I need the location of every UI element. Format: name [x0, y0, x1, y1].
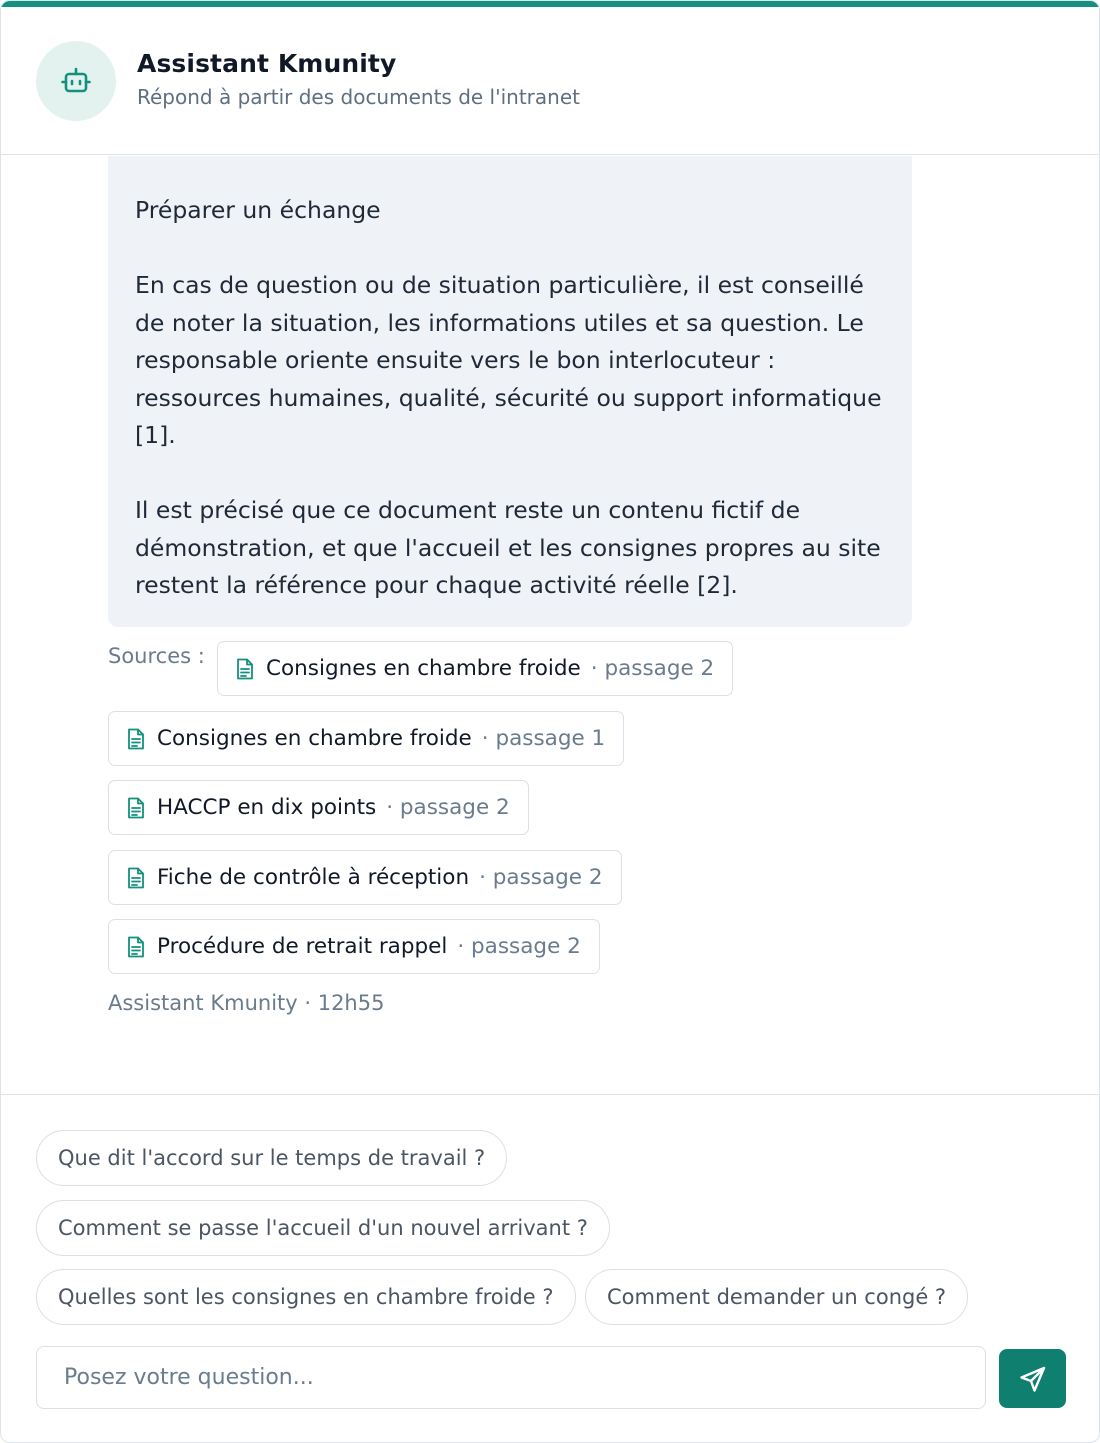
source-chip[interactable] — [108, 919, 600, 974]
assistant-message-bubble — [108, 156, 912, 627]
document-icon — [127, 728, 145, 750]
document-icon — [127, 797, 145, 819]
source-title: Procédure de retrait rappel — [157, 934, 448, 959]
document-icon — [236, 658, 254, 680]
source-title: Fiche de contrôle à réception — [157, 865, 470, 890]
assistant-subtitle: Répond à partir des documents de l'intranet — [137, 85, 580, 109]
source-passage: · passage 2 — [386, 795, 510, 820]
source-title: Consignes en chambre froide — [266, 656, 581, 681]
document-icon — [127, 936, 145, 958]
suggestion-chip[interactable]: Quelles sont les consignes en chambre froide ? — [36, 1269, 576, 1325]
source-passage: · passage 2 — [479, 865, 603, 890]
chat-header — [1, 7, 1099, 155]
source-passage: · passage 2 — [590, 656, 715, 681]
composer-area — [1, 1094, 1099, 1442]
source-title: HACCP en dix points — [157, 795, 377, 820]
suggestion-chip[interactable]: Comment demander un congé ? — [585, 1269, 968, 1325]
source-title: Consignes en chambre froide — [157, 726, 472, 751]
source-chip[interactable] — [217, 641, 733, 696]
source-chip[interactable] — [108, 711, 624, 766]
source-passage: · passage 2 — [457, 934, 581, 959]
sources-label: Sources : — [108, 644, 205, 668]
robot-icon — [61, 67, 91, 95]
source-chip[interactable] — [108, 780, 529, 835]
message-heading: Préparer un échange — [135, 196, 381, 224]
send-button[interactable] — [999, 1349, 1066, 1408]
question-input[interactable] — [36, 1346, 986, 1409]
message-meta: Assistant Kmunity · 12h55 — [108, 991, 385, 1015]
suggestion-chip[interactable]: Que dit l'accord sur le temps de travail ? — [36, 1130, 507, 1186]
message-paragraph: En cas de question ou de situation particulière, il est conseillé de noter la situation, les informations utiles et sa question. Le responsable oriente ensuite vers le bon interlocuteur : ressources humaines, qualité, sécurité ou support informatique [1]. — [135, 271, 882, 449]
source-passage: · passage 1 — [481, 726, 606, 751]
message-list[interactable] — [1, 156, 1099, 1094]
source-chip[interactable] — [108, 850, 622, 905]
message-paragraph: Il est précisé que ce document reste un contenu fictif de démonstration, et que l'accueil et les consignes propres au site restent la référence pour chaque activité réelle [2]. — [135, 496, 881, 599]
suggestion-chip[interactable]: Comment se passe l'accueil d'un nouvel arrivant ? — [36, 1200, 610, 1256]
document-icon — [127, 867, 145, 889]
send-icon — [1019, 1365, 1047, 1393]
assistant-title: Assistant Kmunity — [137, 49, 397, 78]
assistant-avatar — [36, 41, 116, 121]
